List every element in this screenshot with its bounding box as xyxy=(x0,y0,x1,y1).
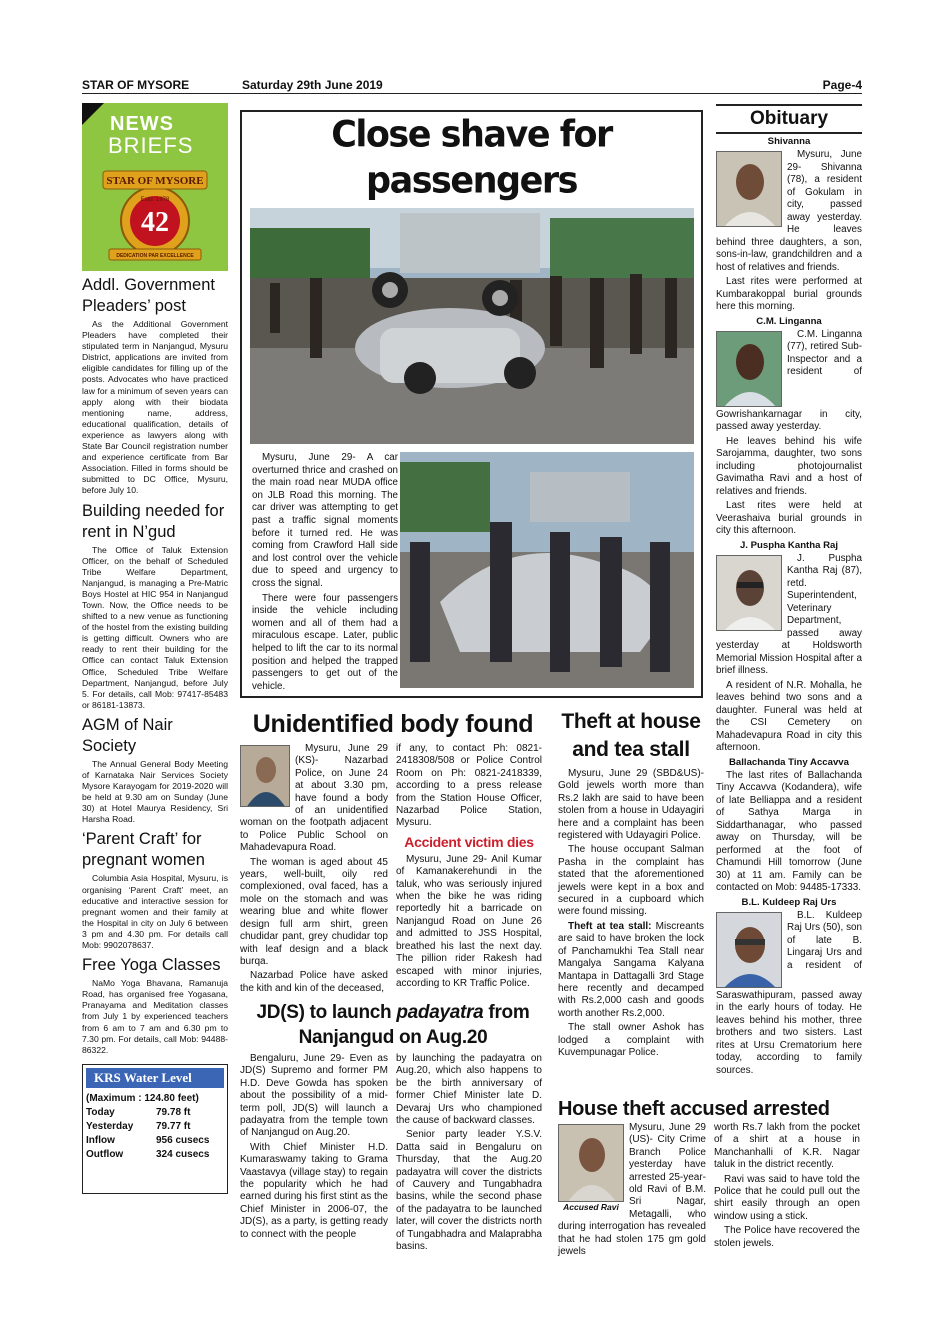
body-found-col2: if any, to contact Ph: 0821-2418308/508 or Police Control Room on Ph: 0821-2418339, according to a press release from the Station House Officer, Nazarbad Police Station, Mysuru. Accident victim dies Mysuru, June 29- Anil Kumar of Kamanakerehundi in the taluk, who was seriously injured when the bike he was riding reportedly hit a barricade on Nanjangud Road on June 26 and admitted to JSS Hospital, breathed his last the next day. The pillion rider Rakesh had escaped with minor injuries, according to KR Traffic Police. xyxy=(396,743,542,989)
obituary-name: Ballachanda Tiny Accavva xyxy=(729,756,849,768)
brief-headline: Building needed for rent in N’gud xyxy=(82,501,225,541)
briefs-label: BRIEFS xyxy=(108,133,194,158)
theft-headline-line1: Theft at house xyxy=(561,710,701,733)
feature-story-text xyxy=(252,452,398,695)
issue-date: Saturday 29th June 2019 xyxy=(242,78,383,92)
brief-body: Columbia Asia Hospital, Mysuru, is organising ‘Parent Craft’ meet, an educative and interactive session for pregnant women and their family at the Hospital in city on July 6 between 3 pm and 4.30 pm. For details call Mob: 9902078637. xyxy=(82,873,228,951)
arrest-story xyxy=(558,1096,862,1260)
brief-body: NaMo Yoga Bhavana, Ramanuja Road, has organised free Yogasana, Pranayama and Meditation classes from July 1 by experienced teachers from 6 am to 7 am and 6.30 pm to 7.30 pm. For details, call Mob: 94488-86322. xyxy=(82,978,228,1055)
padayatra-col2: by launching the padayatra on Aug.20, which also happens to be the birth anniversary of former Chief Minister late D. Devaraj Urs who championed the cause of backward classes. Senior party leader Y.S.V. Datta said in Bengaluru on Thursday, that the Aug.20 padayatra will cover the districts of Cauvery and Tungabhadra basins, while the second phase of the padayatra to be launched later, will cover the districts north of Tungabhadra and Malaprabha basins. xyxy=(396,1053,542,1253)
arrest-col2: worth Rs.7 lakh from the pocket of a shirt at a house in Manchanhalli of K.R. Nagar taluk in the district recently. Ravi was said to have told the Police that he could pull out the shirt easily through an open window using a stick. The Police have recovered the stolen jewels. xyxy=(714,1122,860,1249)
theft-story: Theft at house and tea stall Mysuru, June 29 (SBD&US)- Gold jewels worth more than Rs.2 lakh are said to have been stolen from a house in Udayagiri here and a complaint has been registered with Udayagiri Police. The house occupant Salman Pasha in the complaint has stated that the aforementioned jewels were kept in a box and secured in a cupboard which were found missing. Theft at tea stall: Miscreants are said to have broken the lock of Panchamukhi Tea Stall near Mangalya Sangama Kalyana Mantapa in Dattagalli 3rd Stage here recently and decamped with Rs.2,000 cash and goods worth another Rs.2,000. The stall owner Ashok has lodged a complaint with Kuvempunagar Police. xyxy=(558,710,704,1058)
news-briefs-banner xyxy=(82,103,228,271)
news-label: NEWS xyxy=(110,113,174,135)
anniversary-emblem xyxy=(95,167,215,265)
woman-photo xyxy=(240,745,290,807)
obituary-photo xyxy=(716,555,782,631)
body-found-story xyxy=(240,708,546,997)
brief-body: The Office of Taluk Extension Officer, on the behalf of Scheduled Tribe Welfare Department, Nanjangud, is managing a Pre-Matric Boys Hostel at HIC 954 in Nanjangud Town. Now, the Office needs to be shifted to a new venue as functioning of the hostel from the existing building is getting difficult. Owners who are ready to rent their building for the Office can contact Taluk Extension Office, Scheduled Tribe Welfare Department, Nanjangud, before July 5. For details, call Mob: 97417-85483 or 86181-13873. xyxy=(82,544,228,710)
obituary-column: Obituary Shivanna Mysuru, June 29- Shivanna (78), a resident of Gokulam in city, passed away yesterday. He leaves behind three daughters, a son, sons-in-law, grandchildren and a host of relatives and friends. Last rites were performed at Kumbarakoppal burial grounds here this morning. C.M. Linganna C.M. Linganna (77), retired Sub-Inspector and a resident of Gowrishankarnagar in city, passed away yesterday. He leaves behind his wife Sarojamma, daughter, two sons including photojournalist Gavimatha Ravi and a host of relatives and friends. Last rites were held at Veerashaiva burial grounds in city this afternoon. J. Puspha Kantha Raj J. Puspha Kantha Raj (87), retd. Superintendent, Veterinary Department, passed away yesterday at Holdsworth Memorial Mission Hospital after a brief illness. A resident of N.R. Mohalla, he leaves behind two sons and a daughter. Funeral was held at the CSI Cemetery on Mahadevapura Road in city this afternoon. Ballachanda Tiny Accavva The last rites of Ballachanda Tiny Accavva (Kodandera), wife of late Belliappa and a resident of Sathya Marga in Siddarthanagar, who passed away on Thursday, will be performed at the foot of Chamundi Hill tomorrow (June 30) at 11 am. Family can be contacted on Mob: 94485-17333. B.L. Kuldeep Raj Urs B.L. Kuldeep Raj Urs (50), son of late B. Lingaraj Urs and a resident of Saraswathipuram, passed away in the early hours of today. He leaves behind his mother, three brothers and two sisters. Last rites at Ursu Crematorium here today, according to family sources. xyxy=(716,104,862,1079)
arrest-headline: House theft accused arrested xyxy=(558,1098,830,1120)
accused-photo xyxy=(558,1124,624,1202)
newspaper-name: STAR OF MYSORE xyxy=(82,78,190,92)
krs-water-level-box xyxy=(82,1064,228,1194)
obituary-name: B.L. Kuldeep Raj Urs xyxy=(741,896,837,908)
emblem-motto: DEDICATION PAR EXCELLENCE xyxy=(116,253,194,259)
corner-triangle-icon xyxy=(82,103,104,125)
page-header xyxy=(82,76,862,94)
obituary-photo xyxy=(716,151,782,227)
obituary-photo xyxy=(716,331,782,407)
body-found-headline: Unidentified body found xyxy=(252,710,534,738)
padayatra-story xyxy=(240,1000,546,1256)
page-number: Page-4 xyxy=(822,78,862,92)
obituary-name: J. Puspha Kantha Raj xyxy=(739,539,839,551)
accused-caption: Accused Ravi xyxy=(563,1202,619,1212)
krs-row-today: Today 79.78 ft xyxy=(86,1106,191,1118)
feature-headline-line1: Close shave for passengers xyxy=(331,113,612,203)
body-found-col1: Mysuru, June 29 (KS)- Nazarbad Police, on June 24 at about 3.30 pm, have found a body of an unidentified woman on the footpath adjacent to Police Public School on Mahadevapura Road. The woman is aged about 45 years, well-built, oily red complexioned, oval faced, has a mole on the stomach and was wearing blue and white flower design full arm shirt, green chudidar pant, grey chudidar top with leaf design and a black burqa. Nazarbad Police have asked the kith and kin of the deceased, xyxy=(240,743,388,994)
krs-row-inflow: Inflow 956 cusecs xyxy=(86,1134,210,1146)
emblem-estd: Estd. 1978 xyxy=(140,197,170,203)
obituary-photo xyxy=(716,912,782,988)
padayatra-headline-line1: JD(S) to launch padayatra from xyxy=(256,1002,530,1023)
brief-headline: ‘Parent Craft’ for pregnant women xyxy=(82,830,205,870)
brief-headline: Free Yoga Classes xyxy=(82,956,221,975)
brief-body: The Annual General Body Meeting of Karnataka Nair Services Society Mysore Karayogam for 2019-2020 will be held at 9.30 am on Sunday (June 30) at Hotel Maurya Residency, Sri Harsha Road. xyxy=(82,758,228,825)
krs-title: KRS Water Level xyxy=(86,1068,224,1088)
news-briefs-column xyxy=(82,103,228,1194)
krs-row-yesterday: Yesterday 79.77 ft xyxy=(86,1120,191,1132)
obituary-title: Obituary xyxy=(716,104,862,134)
accident-headline: Accident victim dies xyxy=(404,833,534,850)
theft-headline-line2: and tea stall xyxy=(572,738,690,761)
accident-body: Mysuru, June 29- Anil Kumar of Kamanakerehundi in the taluk, who was seriously injured when the bike he was riding reportedly hit a barricade on Nanjangud Road on June 26 and admitted to JSS Hospital, breathed his last the next day. The pillion rider Rakesh had escaped with minor injuries, according to KR Traffic Police. xyxy=(396,853,542,989)
brief-body: As the Additional Government Pleaders have completed their stipulated term in Nanjangud, Mysuru District, applications are invited from eligible candidates for filling up of the posts. Advocates who have practiced law for a minimum of seven years can apply along with their biodata mentioning name, address, educational qualification, details of experience as lawyers along with State Bar Council registration number and experience certificate from Bar Association. Filled in forms should be submitted to DC Office, Mysuru, before July 10. xyxy=(82,319,228,496)
arrest-col1: Accused Ravi Mysuru, June 29 (US)- City Crime Branch Police yesterday have arrested 25-year-old Ravi of B.M. Sri Nagar, Metagalli, who during interrogation has revealed that he had stolen 175 gm gold jewels xyxy=(558,1122,706,1258)
brief-headline: Addl. Government Pleaders’ post xyxy=(82,276,215,315)
feature-story-box xyxy=(240,110,703,698)
emblem-years: 42 xyxy=(141,207,169,238)
obituary-name: Shivanna xyxy=(767,136,811,147)
krs-row-outflow: Outflow 324 cusecs xyxy=(86,1148,210,1160)
brief-headline: AGM of Nair Society xyxy=(82,715,173,755)
krs-max: (Maximum : 124.80 feet) xyxy=(86,1092,199,1104)
padayatra-col1: Bengaluru, June 29- Even as JD(S) Supremo and former PM H.D. Deve Gowda has spoken about the possibility of a mid-term poll, JD(S) will launch a padayatra from the temple town of Nanjangud on Aug.20. With Chief Minister H.D. Kumaraswamy taking to Grama Vaastavya (village stay) to regain the popularity which he had earned during his first stint as the Chief Minister in 2006-07, the JD(S), as a party, is getting ready to connect with the people xyxy=(240,1053,388,1240)
overturned-car-photo xyxy=(250,208,694,444)
padayatra-headline-line2: Nanjangud on Aug.20 xyxy=(298,1027,488,1048)
accused-photo-block xyxy=(558,1124,624,1212)
public-lifting-car-photo xyxy=(400,452,694,688)
feature-para: Mysuru, June 29- A car overturned thrice and crashed on the main road near MUDA office on JLB Road this morning. The car driver was attempting to get past a traffic signal moments before it turned red. He was coming from Crawford Hall side and lost control over the vehicle due to speed and urgency to cross the signal. xyxy=(252,452,398,589)
feature-para: There were four passengers inside the vehicle including women and all of them had a miraculous escape. Later, public helped to lift the car to its normal position and helped the trapped passengers to get out of the vehicle. xyxy=(252,592,398,692)
emblem-title: STAR OF MYSORE xyxy=(106,175,204,187)
obituary-name: C.M. Linganna xyxy=(756,315,822,327)
